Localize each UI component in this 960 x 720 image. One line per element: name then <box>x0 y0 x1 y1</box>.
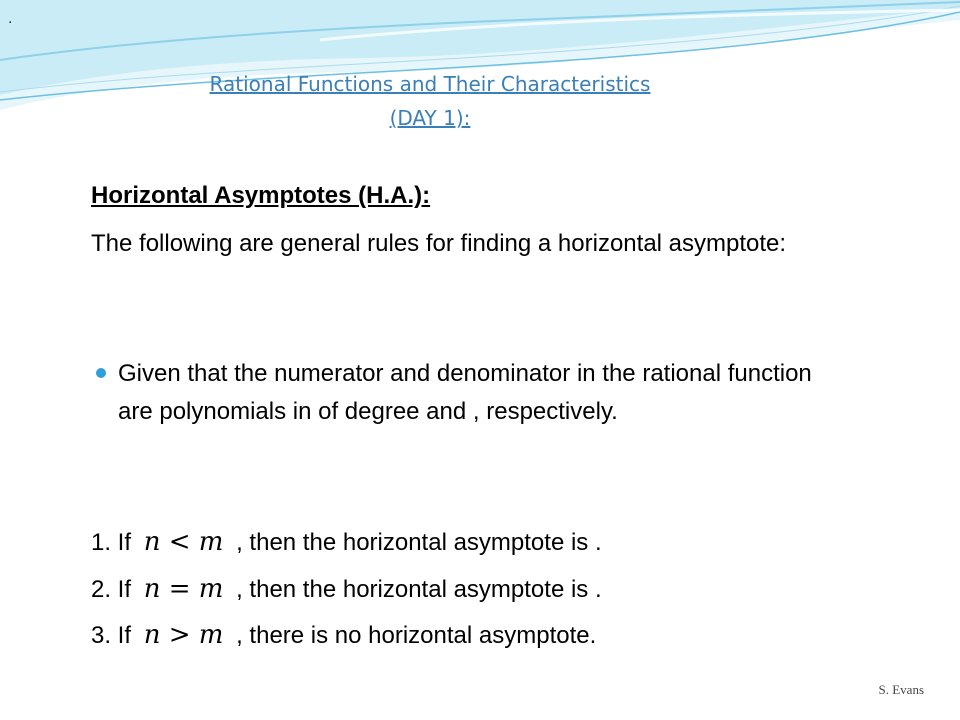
rule-1-result: , then the horizontal asymptote is . <box>236 529 602 556</box>
rule-2 <box>91 574 602 604</box>
section-heading: Horizontal Asymptotes (H.A.): <box>91 182 431 209</box>
rule-3-condition: n > m <box>143 620 224 650</box>
corner-mark: . <box>8 10 13 27</box>
rule-3-prefix: 3. If <box>91 622 132 649</box>
bullet-text: Given that the numerator and denominator in the rational function are polynomials in of degree and , respectively. <box>118 360 812 425</box>
rule-2-condition: n = m <box>143 574 224 604</box>
slide-title: Rational Functions and Their Characteristics <box>209 72 651 96</box>
intro-text: The following are general rules for finding a horizontal asymptote: <box>91 230 787 257</box>
rule-1-condition: n < m <box>143 527 224 557</box>
rule-3 <box>91 620 596 650</box>
rule-1 <box>91 527 602 557</box>
rule-3-result: , there is no horizontal asymptote. <box>236 622 597 649</box>
rule-2-prefix: 2. If <box>91 576 132 603</box>
bullet-dot-icon <box>96 368 106 378</box>
author-footer: S. Evans <box>878 682 924 697</box>
rule-1-prefix: 1. If <box>91 529 132 556</box>
rule-2-result: , then the horizontal asymptote is . <box>236 576 602 603</box>
slide-subtitle: (DAY 1): <box>389 106 471 130</box>
